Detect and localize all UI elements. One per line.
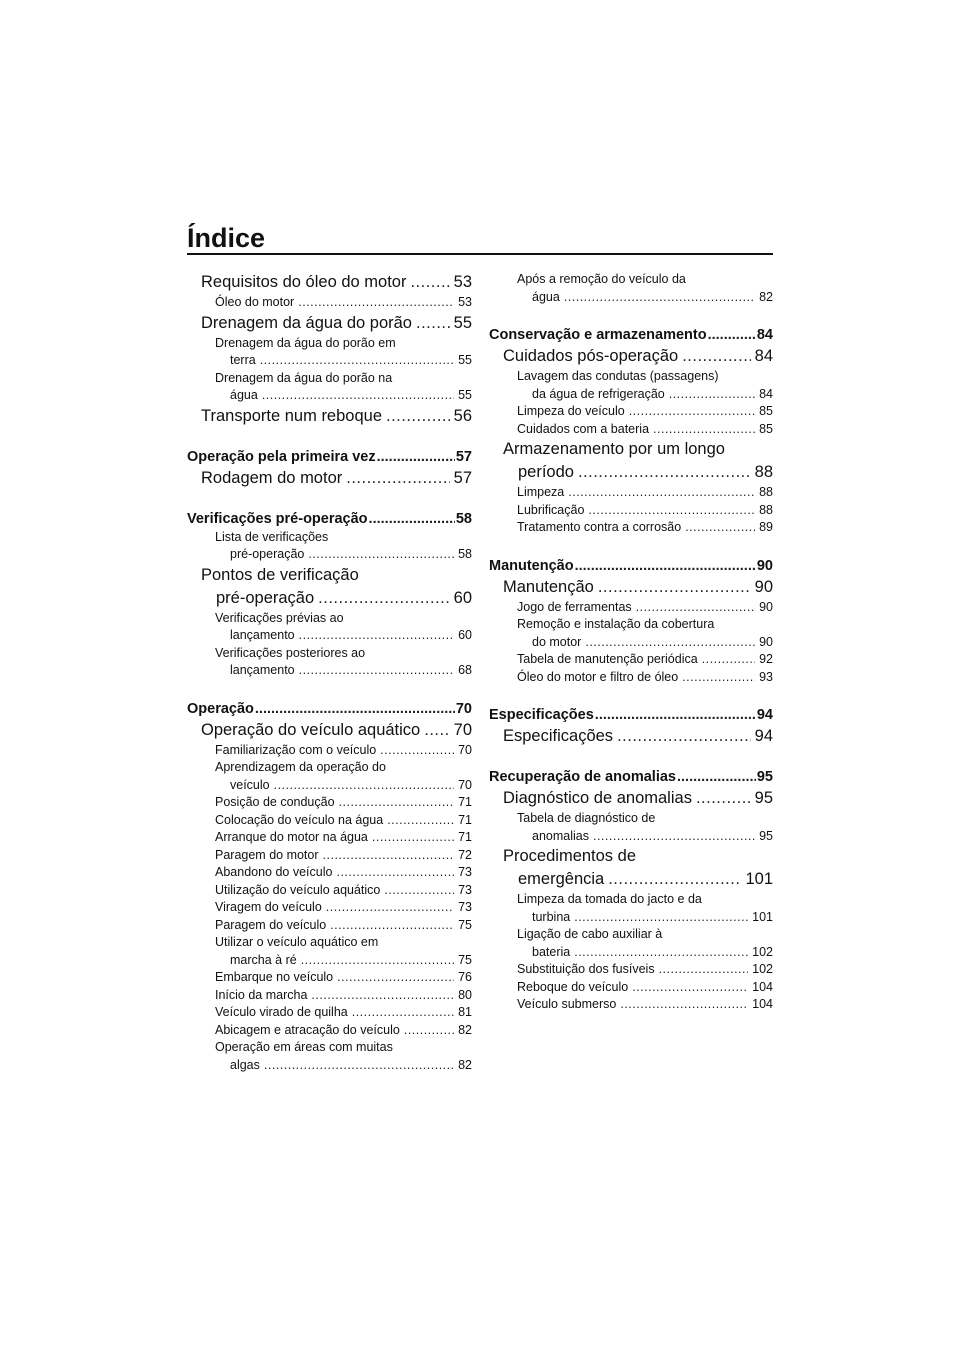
toc-entry-title: Especificações <box>503 727 614 745</box>
toc-page-number: 57 <box>455 448 472 465</box>
dot-leader <box>336 864 454 882</box>
title-divider <box>187 253 773 255</box>
dot-leader <box>632 979 748 997</box>
toc-subentry <box>187 899 472 917</box>
toc-subentry <box>187 335 472 370</box>
dot-leader <box>682 669 755 687</box>
toc-page-number: 70 <box>458 777 472 792</box>
toc-subentry <box>187 1022 472 1040</box>
toc-entry-title: Limpeza <box>517 485 565 499</box>
page-title: Índice <box>187 223 266 253</box>
toc-entry-title: Aprendizagem da operação do <box>215 760 386 774</box>
toc-entry-title: Recuperação de anomalias <box>489 769 676 785</box>
dot-leader <box>636 599 755 617</box>
toc-page-number: 102 <box>752 944 773 959</box>
toc-page-number: 70 <box>455 700 472 717</box>
dot-leader <box>424 719 449 742</box>
toc-page-number: 55 <box>458 353 472 367</box>
toc-entry-title: Ligação de cabo auxiliar à <box>517 927 663 941</box>
toc-entry-title: Drenagem da água do porão <box>201 313 412 332</box>
toc-subentry <box>489 616 773 651</box>
toc-page-number: 82 <box>458 1022 472 1037</box>
toc-entry-title: Tabela de diagnóstico de <box>517 811 656 825</box>
toc-entry-title: veículo <box>230 777 270 792</box>
toc-subentry <box>489 421 773 439</box>
toc-page-number: 71 <box>458 795 472 809</box>
toc-section <box>187 510 472 529</box>
toc-entry-title: Manutenção <box>489 557 574 574</box>
toc-entry-title: Operação em áreas com muitas <box>215 1040 393 1054</box>
toc-entry-title: Veículo submerso <box>517 997 617 1011</box>
toc-entry-title: Óleo do motor <box>215 295 295 309</box>
dot-leader <box>377 448 455 467</box>
dot-leader <box>669 386 755 404</box>
toc-subentry <box>489 996 773 1014</box>
toc-page-number: 89 <box>759 520 773 534</box>
toc-entry-title: Rodagem do motor <box>201 468 343 487</box>
toc-page-number: 90 <box>759 634 773 649</box>
toc-page-number: 95 <box>759 828 773 843</box>
toc-entry-title: da água de refrigeração <box>532 386 665 401</box>
toc-entry-title: Operação <box>187 700 254 717</box>
toc-page-number: 85 <box>759 421 773 436</box>
toc-page-number: 68 <box>458 663 472 677</box>
toc-chapter <box>489 345 773 368</box>
dot-leader <box>308 546 454 564</box>
dot-leader <box>311 987 454 1005</box>
toc-entry-title: marcha à ré <box>230 952 297 967</box>
toc-entry-title: bateria <box>532 944 571 959</box>
toc-subentry <box>187 847 472 865</box>
toc-entry-title: Verificações prévias ao <box>215 610 344 625</box>
toc-page-number: 101 <box>752 909 773 924</box>
toc-entry-title: Limpeza da tomada do jacto e da <box>517 892 702 906</box>
toc-entry-title: pré-operação <box>230 547 305 561</box>
toc-page-number: 60 <box>453 588 472 607</box>
toc-subentry <box>489 368 773 403</box>
toc-chapter <box>489 725 773 748</box>
toc-section <box>489 557 773 576</box>
toc-subentry <box>489 979 773 997</box>
toc-page-number: 53 <box>453 273 472 291</box>
dot-leader <box>617 725 751 748</box>
toc-entry-title: Embarque no veículo <box>215 970 334 984</box>
dot-leader <box>568 484 755 502</box>
toc-entry-title: Procedimentos de <box>503 847 636 865</box>
toc-subentry <box>187 882 472 900</box>
toc-entry-title: Paragem do veículo <box>215 917 327 932</box>
toc-page-number: 102 <box>752 962 773 976</box>
toc-page-number: 88 <box>759 502 773 517</box>
toc-entry-title: Lavagem das condutas (passagens) <box>517 369 719 383</box>
toc-page-number: 90 <box>759 599 773 614</box>
toc-page-number: 95 <box>756 769 773 785</box>
toc-entry-title: Lista de verificações <box>215 529 329 544</box>
dot-leader <box>708 326 756 345</box>
toc-page-number: 85 <box>759 404 773 418</box>
dot-leader <box>372 829 454 847</box>
toc-entry-title: turbina <box>532 909 571 924</box>
toc-entry-title: Reboque do veículo <box>517 979 629 994</box>
dot-leader <box>352 1004 454 1022</box>
dot-leader <box>323 847 454 865</box>
toc-column-right <box>489 271 773 1014</box>
toc-entry-title: Abicagem e atracação do veículo <box>215 1022 400 1037</box>
dot-leader <box>326 899 454 917</box>
toc-subentry <box>187 864 472 882</box>
toc-page-number: 70 <box>458 742 472 757</box>
dot-leader <box>588 502 755 520</box>
toc-page-number: 94 <box>754 727 773 745</box>
dot-leader <box>575 557 756 576</box>
toc-entry-title: Requisitos do óleo do motor <box>201 273 407 291</box>
toc-entry-title: Conservação e armazenamento <box>489 327 707 343</box>
toc-page-number: 73 <box>458 882 472 897</box>
dot-leader <box>564 289 755 307</box>
toc-subentry <box>187 934 472 969</box>
toc-entry-title: emergência <box>518 870 605 888</box>
toc-subentry <box>489 961 773 979</box>
dot-leader <box>404 1022 454 1040</box>
toc-page-number: 88 <box>759 485 773 499</box>
toc-page-number: 92 <box>759 652 773 666</box>
dot-leader <box>318 587 449 610</box>
toc-entry-title: lançamento <box>230 628 295 642</box>
toc-entry-title: Verificações posteriores ao <box>215 645 366 660</box>
dot-leader <box>702 651 755 669</box>
toc-entry-title: Posição de condução <box>215 795 335 809</box>
toc-entry-title: Diagnóstico de anomalias <box>503 789 692 807</box>
dot-leader <box>682 345 750 368</box>
dot-leader <box>260 352 454 370</box>
dot-leader <box>620 996 748 1014</box>
toc-page-number: 84 <box>756 327 773 343</box>
dot-leader <box>346 467 449 490</box>
toc-subentry <box>187 917 472 935</box>
dot-leader <box>578 461 751 484</box>
toc-entry-title: pré-operação <box>216 588 315 607</box>
toc-entry-title: Viragem do veículo <box>215 900 322 914</box>
dot-leader <box>685 519 755 537</box>
toc-page-number: 75 <box>458 952 472 967</box>
toc-entry-title: Substituição dos fusíveis <box>517 962 655 976</box>
toc-column-left <box>187 271 472 1074</box>
toc-page-number: 90 <box>754 577 773 596</box>
dot-leader <box>410 271 449 294</box>
dot-leader <box>653 421 755 439</box>
toc-page-number: 70 <box>453 720 472 739</box>
toc-entry-title: Utilizar o veículo aquático em <box>215 935 379 949</box>
toc-entry-title: Abandono do veículo <box>215 865 333 879</box>
toc-page-number: 76 <box>458 970 472 984</box>
toc-page-number: 58 <box>458 547 472 561</box>
toc-subentry <box>187 1039 472 1074</box>
toc-subentry <box>187 759 472 794</box>
toc-entry-title: Operação pela primeira vez <box>187 448 376 465</box>
toc-entry-title: do motor <box>532 634 582 649</box>
toc-chapter <box>489 787 773 810</box>
toc-entry-title: Óleo do motor e filtro de óleo <box>517 669 679 684</box>
toc-subentry <box>489 926 773 961</box>
toc-entry-title: Manutenção <box>503 577 594 596</box>
toc-page-number: 55 <box>453 313 472 332</box>
toc-page-number: 73 <box>458 900 472 914</box>
toc-page-number: 81 <box>458 1005 472 1019</box>
dot-leader <box>574 944 748 962</box>
toc-page-number: 55 <box>458 388 472 402</box>
dot-leader <box>337 969 454 987</box>
toc-entry-title: Drenagem da água do porão na <box>215 370 393 385</box>
toc-page-number: 58 <box>455 510 472 527</box>
dot-leader <box>339 794 454 812</box>
toc-subentry <box>187 1004 472 1022</box>
toc-entry-title: Armazenamento por um longo <box>503 440 725 458</box>
toc-entry-title: Colocação do veículo na água <box>215 812 384 827</box>
toc-chapter <box>489 438 773 484</box>
dot-leader <box>386 405 450 428</box>
toc-entry-title: Veículo virado de quilha <box>215 1005 348 1019</box>
toc-subentry <box>187 645 472 680</box>
toc-section <box>187 700 472 719</box>
dot-leader <box>380 742 454 760</box>
toc-page-number: 71 <box>458 812 472 827</box>
toc-chapter <box>489 576 773 599</box>
toc-subentry <box>489 810 773 845</box>
toc-entry-title: água <box>532 289 560 304</box>
toc-entry-title: lançamento <box>230 663 295 677</box>
toc-subentry <box>187 829 472 847</box>
toc-entry-title: Cuidados pós-operação <box>503 347 679 365</box>
toc-entry-title: Familiarização com o veículo <box>215 742 377 757</box>
toc-page-number: 84 <box>754 347 773 365</box>
toc-entry-title: Pontos de verificação <box>201 565 359 584</box>
dot-leader <box>574 909 748 927</box>
toc-page-number: 90 <box>756 557 773 574</box>
toc-entry-title: Tabela de manutenção periódica <box>517 652 698 666</box>
toc-subentry <box>489 669 773 687</box>
toc-entry-title: Lubrificação <box>517 502 585 517</box>
toc-chapter <box>187 467 472 490</box>
toc-page-number: 57 <box>453 468 472 487</box>
dot-leader <box>595 706 756 725</box>
toc-section <box>489 706 773 725</box>
toc-page-number: 75 <box>458 917 472 932</box>
toc-entry-title: Início da marcha <box>215 987 308 1002</box>
dot-leader <box>659 961 749 979</box>
toc-subentry <box>489 599 773 617</box>
toc-page-number: 60 <box>458 628 472 642</box>
toc-page-number: 71 <box>458 830 472 844</box>
toc-section <box>489 326 773 345</box>
toc-page-number: 84 <box>759 386 773 401</box>
dot-leader <box>301 952 454 970</box>
toc-subentry <box>187 529 472 564</box>
toc-subentry <box>489 271 773 306</box>
toc-page-number: 53 <box>458 295 472 309</box>
toc-page-number: 82 <box>759 289 773 304</box>
toc-entry-title: Jogo de ferramentas <box>517 599 632 614</box>
toc-entry-title: Cuidados com a bateria <box>517 421 650 436</box>
toc-entry-title: Remoção e instalação da cobertura <box>517 617 715 631</box>
toc-entry-title: Operação do veículo aquático <box>201 720 421 739</box>
toc-section <box>489 768 773 787</box>
toc-subentry <box>187 294 472 312</box>
dot-leader <box>255 700 455 719</box>
toc-entry-title: algas <box>230 1057 260 1072</box>
toc-entry-title: Especificações <box>489 707 594 723</box>
toc-chapter <box>187 405 472 428</box>
toc-chapter <box>187 271 472 294</box>
toc-subentry <box>187 987 472 1005</box>
toc-page-number: 56 <box>453 406 472 425</box>
toc-page-number: 80 <box>458 987 472 1002</box>
toc-entry-title: anomalias <box>532 828 589 843</box>
toc-subentry <box>489 484 773 502</box>
toc-entry-title: Transporte num reboque <box>201 406 382 425</box>
toc-chapter <box>187 719 472 742</box>
toc-entry-title: período <box>518 463 574 481</box>
dot-leader <box>299 627 454 645</box>
dot-leader <box>262 387 454 405</box>
toc-page-number: 82 <box>458 1057 472 1072</box>
toc-entry-title: Drenagem da água do porão em <box>215 335 396 350</box>
toc-entry-title: água <box>230 388 258 402</box>
dot-leader <box>629 403 755 421</box>
toc-page-number: 104 <box>752 979 773 994</box>
dot-leader <box>330 917 454 935</box>
toc-subentry <box>187 969 472 987</box>
toc-entry-title: Após a remoção do veículo da <box>517 272 686 286</box>
toc-entry-title: Verificações pré-operação <box>187 510 368 527</box>
toc-entry-title: Utilização do veículo aquático <box>215 882 381 897</box>
toc-subentry <box>187 794 472 812</box>
toc-page-number: 88 <box>754 463 773 481</box>
dot-leader <box>677 768 756 787</box>
dot-leader <box>264 1057 454 1075</box>
dot-leader <box>274 777 454 795</box>
dot-leader <box>384 882 454 900</box>
toc-page-number: 93 <box>759 669 773 684</box>
toc-page-number: 94 <box>756 707 773 723</box>
toc-section <box>187 448 472 467</box>
dot-leader <box>298 294 454 312</box>
toc-page-number: 95 <box>754 789 773 807</box>
toc-subentry <box>187 370 472 405</box>
dot-leader <box>387 812 454 830</box>
dot-leader <box>416 312 450 335</box>
toc-subentry <box>187 610 472 645</box>
toc-subentry <box>489 651 773 669</box>
toc-entry-title: Paragem do motor <box>215 847 319 862</box>
dot-leader <box>585 634 755 652</box>
toc-page-number: 101 <box>745 870 773 888</box>
toc-entry-title: Limpeza do veículo <box>517 404 625 418</box>
toc-entry-title: terra <box>230 353 256 367</box>
toc-subentry <box>489 519 773 537</box>
toc-subentry <box>489 403 773 421</box>
toc-chapter <box>489 845 773 891</box>
dot-leader <box>598 576 751 599</box>
toc-subentry <box>489 502 773 520</box>
toc-entry-title: Arranque do motor na água <box>215 830 368 844</box>
toc-page-number: 72 <box>458 847 472 862</box>
dot-leader <box>608 868 741 891</box>
toc-subentry <box>187 742 472 760</box>
dot-leader <box>369 510 455 529</box>
toc-chapter <box>187 564 472 610</box>
toc-page-number: 73 <box>458 865 472 879</box>
toc-entry-title: Tratamento contra a corrosão <box>517 520 682 534</box>
dot-leader <box>696 787 751 810</box>
dot-leader <box>299 662 454 680</box>
toc-chapter <box>187 312 472 335</box>
toc-page-number: 104 <box>752 997 773 1011</box>
toc-subentry <box>489 891 773 926</box>
toc-subentry <box>187 812 472 830</box>
dot-leader <box>593 828 755 846</box>
